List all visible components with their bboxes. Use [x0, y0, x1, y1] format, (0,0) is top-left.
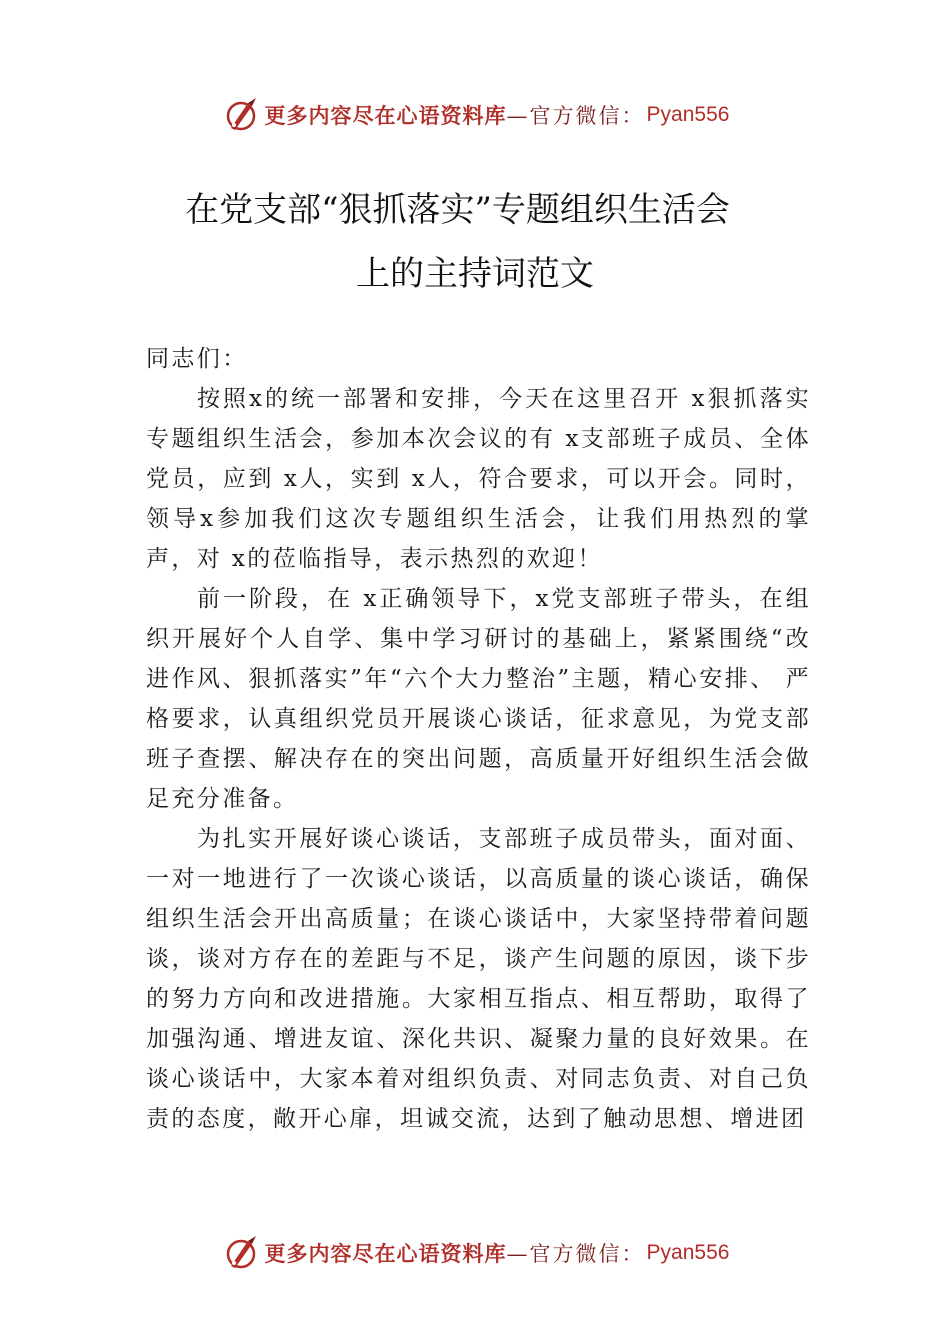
document-title [0, 178, 950, 306]
quill-pen-logo-icon [221, 95, 261, 135]
footer-banner [0, 1231, 950, 1275]
title-line-1: 在党支部“狠抓落实”专题组织生活会 [185, 190, 730, 230]
banner-text: 更多内容尽在心语资料库 [264, 1241, 507, 1266]
banner-tail: —官方微信： [506, 104, 645, 128]
salutation: 同志们： [146, 346, 248, 372]
title-line-2: 上的主持词范文 [356, 254, 594, 294]
banner-tail: —官方微信： [506, 1242, 645, 1266]
banner-text: 更多内容尽在心语资料库 [264, 103, 507, 128]
quill-pen-logo-icon [221, 1233, 261, 1273]
banner-wechat-id: Pyan556 [646, 1241, 730, 1264]
paragraph: 按照x的统一部署和安排，今天在这里召开 x狠抓落实专题组织生活会，参加本次会议的有 x支部班子成员、全体党员，应到 x人，实到 x人，符合要求，可以开会。同时，领导x参加我们这次专题组织生活会，让我们用热烈的掌声，对 x的莅临指导，表示热烈的欢迎！ [146, 386, 811, 572]
paragraph: 前一阶段，在 x正确领导下，x党支部班子带头，在组织开展好个人自学、集中学习研讨的基础上，紧紧围绕“改进作风、狠抓落实”年“六个大力整治”主题，精心安排、 严格要求，认真组织党员开展谈心谈话，征求意见，为党支部班子查摆、解决存在的突出问题，高质量开好组织生活会做足充分准备。 [146, 586, 811, 812]
paragraph: 为扎实开展好谈心谈话，支部班子成员带头，面对面、一对一地进行了一次谈心谈话，以高质量的谈心谈话，确保组织生活会开出高质量；在谈心谈话中，大家坚持带着问题谈，谈对方存在的差距与不足，谈产生问题的原因，谈下步的努力方向和改进措施。大家相互指点、相互帮助，取得了加强沟通、增进友谊、深化共识、凝聚力量的良好效果。在谈心谈话中，大家本着对组织负责、对同志负责、对自己负责的态度，敞开心扉，坦诚交流，达到了触动思想、增进团 [146, 826, 811, 1132]
document-body [146, 339, 811, 1139]
header-banner [0, 93, 950, 137]
banner-wechat-id: Pyan556 [646, 103, 730, 126]
